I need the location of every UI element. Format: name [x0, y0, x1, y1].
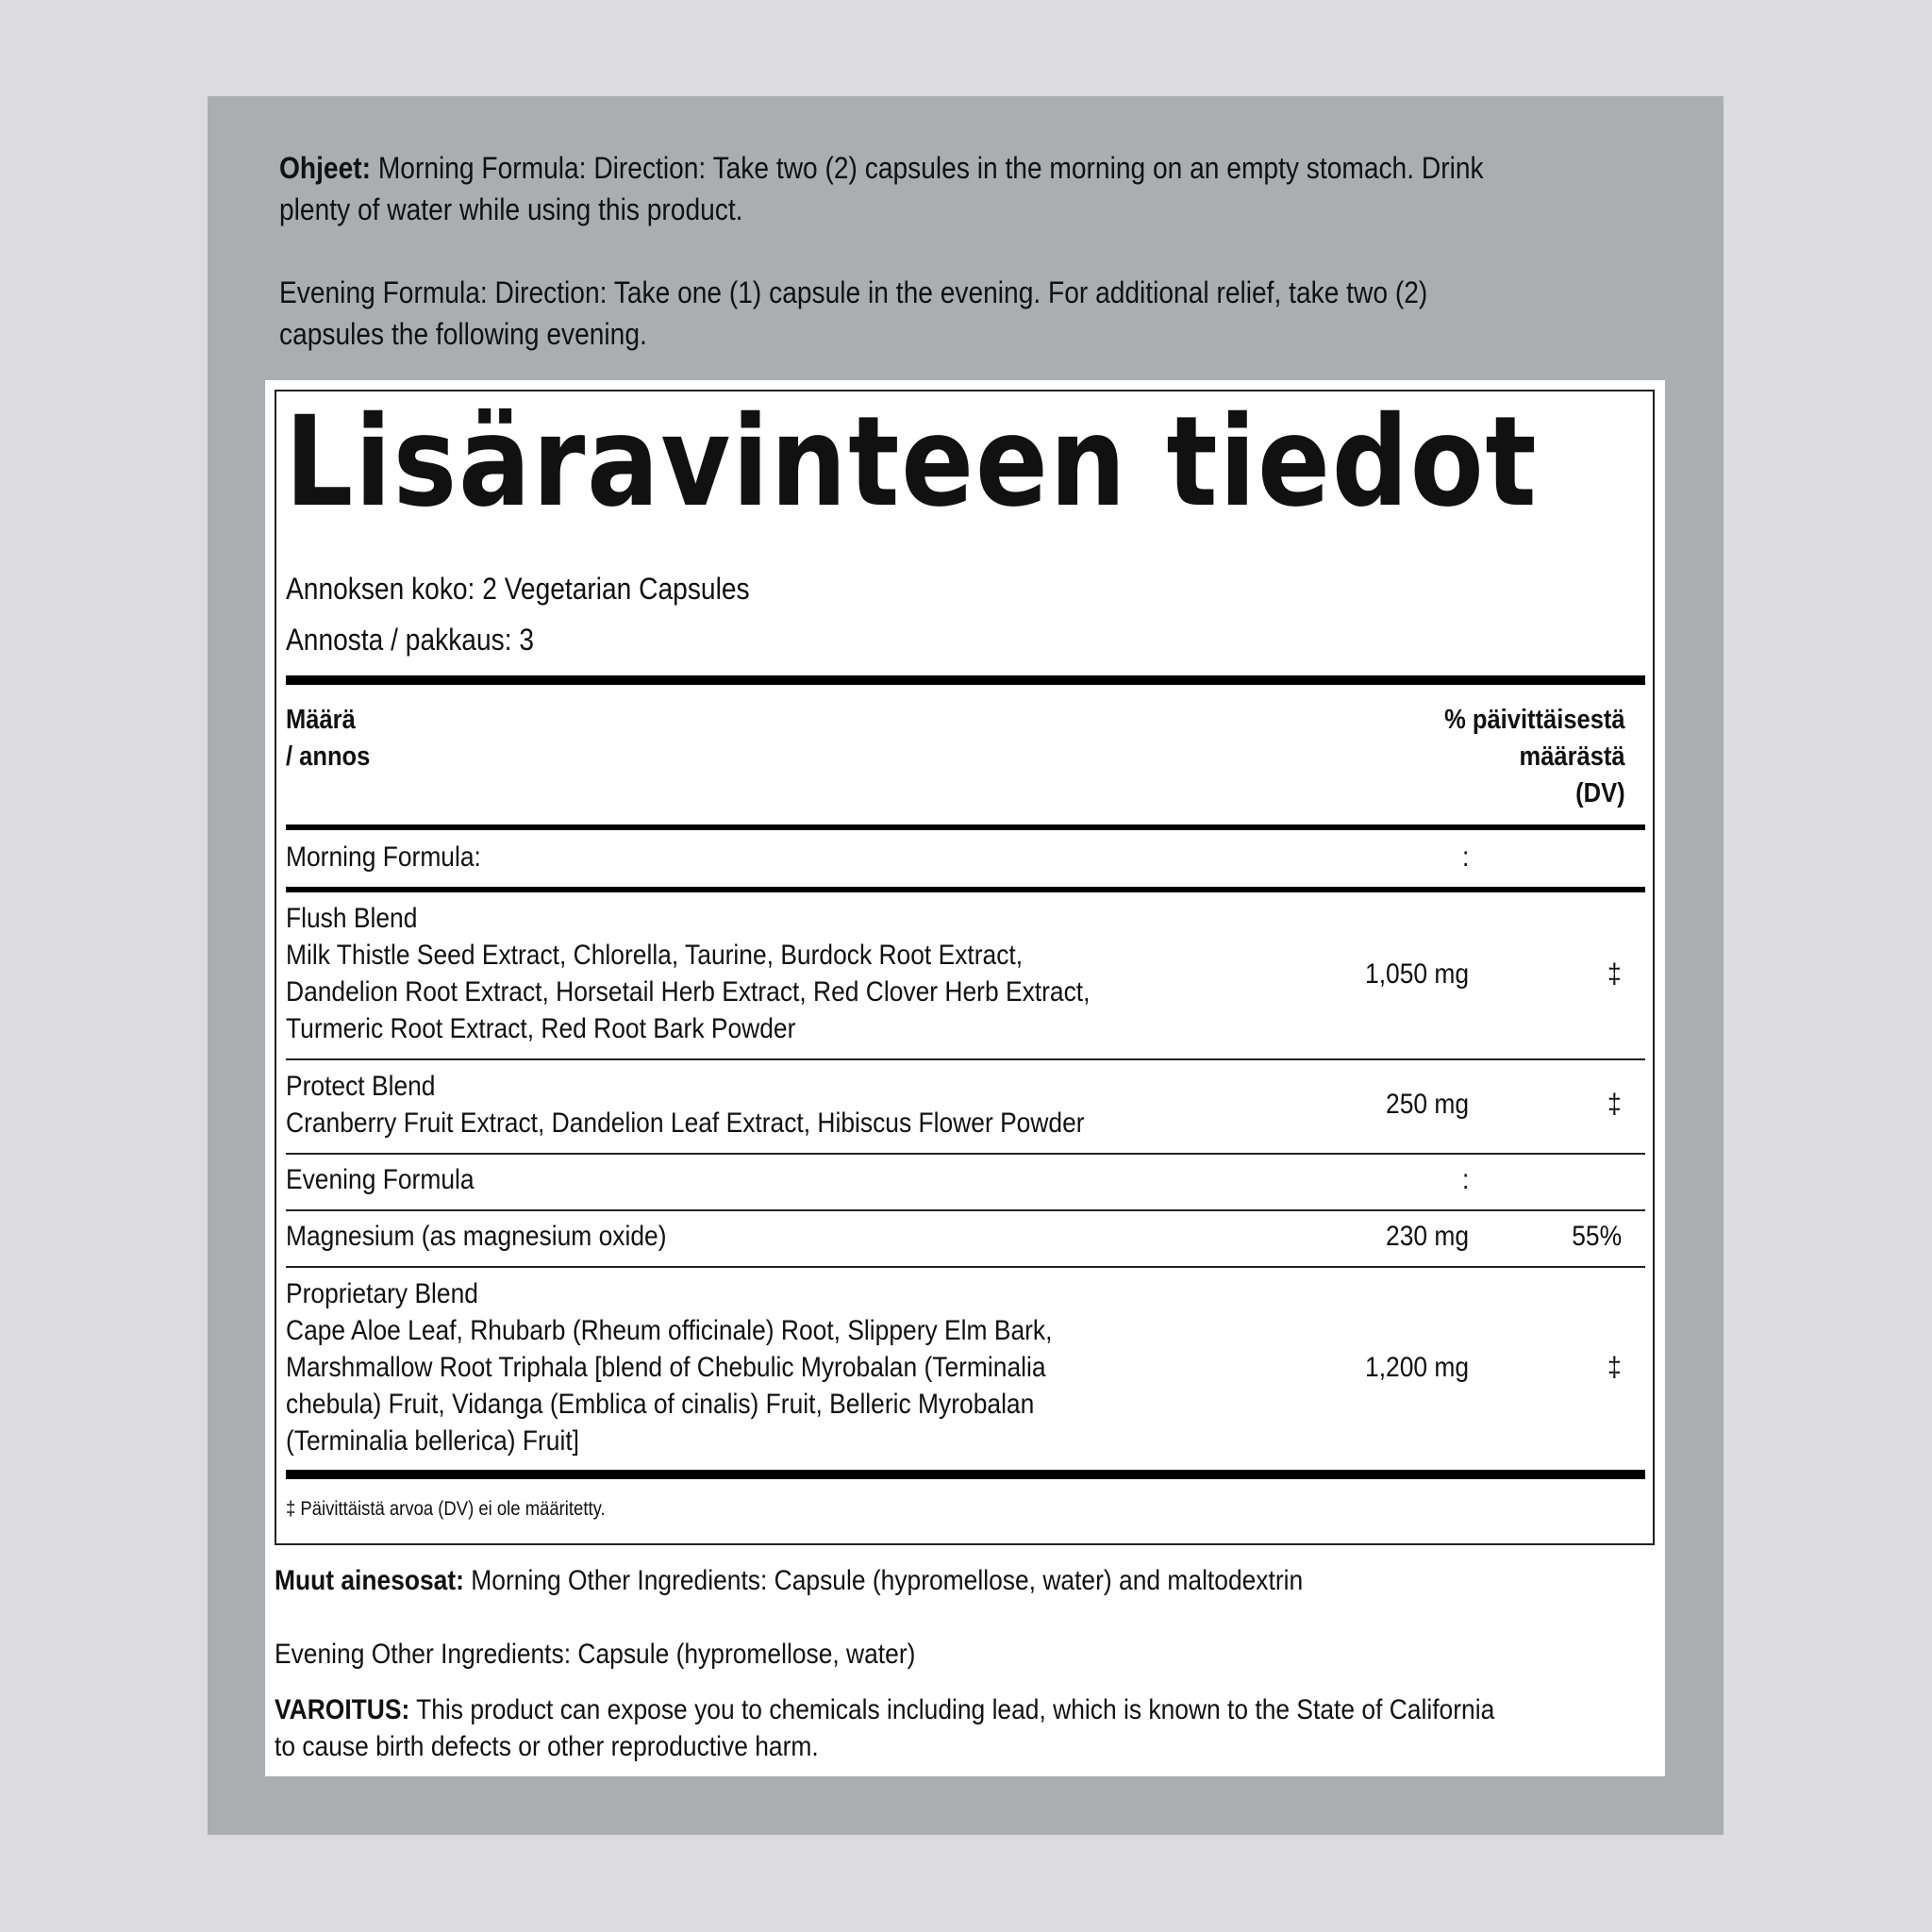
other-ingredients-morning [275, 1562, 1495, 1599]
divider-row-2 [286, 1153, 1645, 1155]
amount-header-line2: / annos [286, 741, 371, 772]
warning [275, 1691, 1495, 1765]
directions-evening: Evening Formula: Direction: Take one (1) capsule in the evening. For additional relief, take two (2) capsules the following evening. [279, 275, 1428, 351]
row-flush-blend [286, 900, 1116, 1047]
dv-footnote: ‡ Päivittäistä arvoa (DV) ei ole määritetty. [286, 1498, 606, 1520]
row-protect-blend-detail: Cranberry Fruit Extract, Dandelion Leaf Extract, Hibiscus Flower Powder [286, 1108, 1085, 1139]
row-morning-formula-name: Morning Formula: [286, 841, 481, 873]
daily-value-header [1445, 702, 1625, 812]
divider-row-3 [286, 1209, 1645, 1211]
serving-size: Annoksen koko: 2 Vegetarian Capsules [286, 572, 750, 606]
dv-header-line1: % päivittäisestä [1444, 705, 1625, 735]
divider-thick-top [286, 675, 1645, 685]
dv-header-line2: määrästä [1519, 741, 1625, 772]
row-proprietary-blend [286, 1275, 1116, 1459]
other-ingredients-label: Muut ainesosat: [275, 1565, 464, 1596]
row-flush-blend-amount: 1,050 mg [1364, 958, 1469, 990]
facts-title: Lisäravinteen tiedot [285, 390, 1539, 535]
row-magnesium-amount: 230 mg [1385, 1221, 1469, 1252]
other-ingredients-evening: Evening Other Ingredients: Capsule (hypromellose, water) [275, 1639, 916, 1670]
row-flush-blend-detail: Milk Thistle Seed Extract, Chlorella, Taurine, Burdock Root Extract, Dandelion Root Extract, Horsetail Herb Extract, Red Clover Herb Extract, Turmeric Root Extract, Red Root Bark Powder [286, 940, 1091, 1044]
directions-morning-text: Morning Formula: Direction: Take two (2) capsules in the morning on an empty stomach. Drink plenty of water while using this product. [279, 151, 1484, 226]
directions-label: Ohjeet: [279, 151, 372, 185]
warning-label: VAROITUS: [275, 1694, 410, 1725]
amount-per-serving-header [286, 702, 370, 775]
row-protect-blend-name: Protect Blend [286, 1071, 436, 1102]
row-proprietary-blend-name: Proprietary Blend [286, 1278, 478, 1309]
row-evening-formula-name: Evening Formula [286, 1164, 475, 1195]
directions-section [279, 147, 1491, 396]
dv-header-line3: (DV) [1575, 778, 1625, 808]
row-protect-blend-amount: 250 mg [1385, 1089, 1469, 1120]
row-flush-blend-name: Flush Blend [286, 903, 418, 934]
directions-morning [279, 147, 1491, 230]
divider-thick-bottom [286, 1470, 1645, 1479]
row-flush-blend-dv: ‡ [1607, 958, 1622, 990]
row-proprietary-blend-dv: ‡ [1607, 1352, 1622, 1383]
divider-row-4 [286, 1266, 1645, 1268]
divider-row-0 [286, 887, 1645, 892]
row-proprietary-blend-detail: Cape Aloe Leaf, Rhubarb (Rheum officinale) Root, Slippery Elm Bark, Marshmallow Root Triphala [blend of Chebulic Myrobalan (Terminalia chebula) Fruit, Vidanga (Emblica of cinalis) Fruit, Belleric Myrobalan (Terminalia bellerica) Fruit] [286, 1315, 1053, 1457]
amount-header-line1: Määrä [286, 705, 356, 735]
row-protect-blend-dv: ‡ [1607, 1089, 1622, 1120]
row-proprietary-blend-amount: 1,200 mg [1364, 1352, 1469, 1383]
row-evening-formula-amount: : [1461, 1164, 1469, 1195]
divider-header [286, 824, 1645, 830]
row-protect-blend [286, 1068, 1116, 1141]
row-magnesium-name: Magnesium (as magnesium oxide) [286, 1221, 667, 1252]
divider-row-1 [286, 1058, 1645, 1060]
servings-per-container: Annosta / pakkaus: 3 [286, 623, 534, 657]
warning-text: This product can expose you to chemicals including lead, which is known to the State of California to cause birth defects or other reproductive harm. [275, 1694, 1495, 1762]
other-ingredients-morning-text: Morning Other Ingredients: Capsule (hypromellose, water) and maltodextrin [471, 1565, 1304, 1596]
row-morning-formula-amount: : [1461, 841, 1469, 873]
row-magnesium-dv: 55% [1572, 1221, 1622, 1252]
